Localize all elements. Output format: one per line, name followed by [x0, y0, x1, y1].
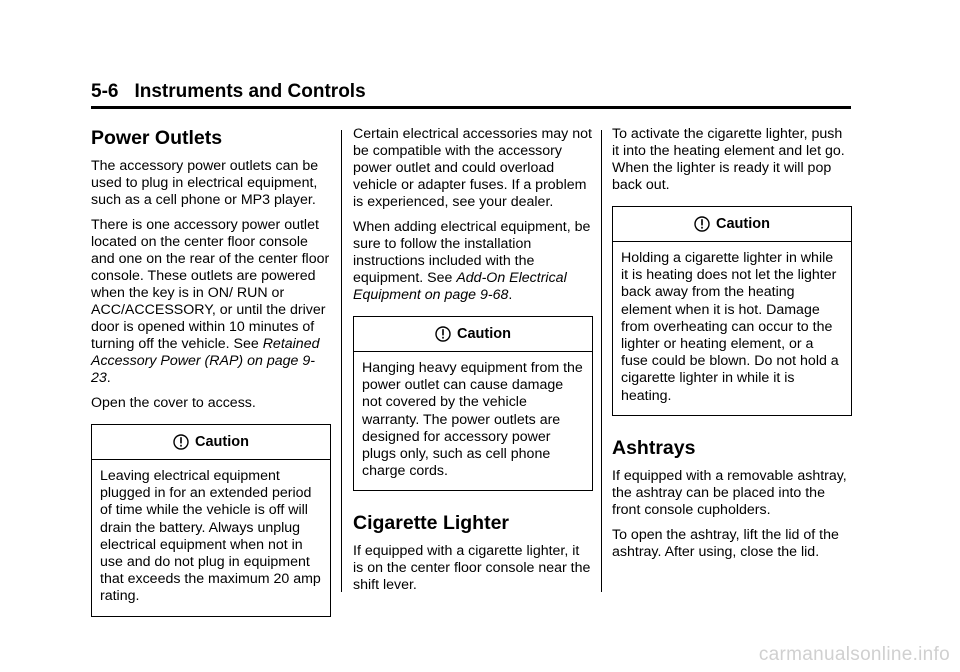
column-2 — [353, 126, 593, 602]
column-3 — [612, 126, 852, 569]
paragraph: If equipped with a cigarette lighter, it is on the center floor console near the shift lever. — [353, 543, 591, 594]
paragraph: When adding electrical equipment, be sure to follow the installation instructions included with the equipment. See Add-On Electrical Equipment on page 9-68. — [353, 219, 591, 303]
section-title-cigarette-lighter: Cigarette Lighter — [353, 512, 510, 535]
column-divider — [341, 130, 342, 592]
warning-icon — [173, 434, 189, 450]
caution-header — [613, 207, 851, 242]
column-divider — [601, 130, 602, 592]
paragraph: To activate the cigarette lighter, push it into the heating element and let go. When the lighter is ready it will pop back out. — [612, 126, 845, 193]
caution-text: Leaving electrical equipment plugged in for an extended period of time while the vehicle is off will drain the battery. Always unplug electrical equipment when not in use and do not plug in equipment that exceeds the maximum 20 amp rating. — [100, 468, 321, 605]
caution-box — [612, 206, 852, 416]
paragraph: Open the cover to access. — [91, 395, 256, 411]
cross-reference-link[interactable]: Retained Accessory Power (RAP) on page 9-23 — [91, 336, 320, 386]
caution-label: Caution — [716, 215, 770, 232]
paragraph: To open the ashtray, lift the lid of the ashtray. After using, close the lid. — [612, 526, 839, 560]
section-title-ashtrays: Ashtrays — [612, 436, 696, 459]
caution-box — [91, 424, 331, 617]
caution-label: Caution — [195, 433, 249, 450]
page-number: 5-6 — [91, 81, 119, 102]
paragraph: If equipped with a removable ashtray, the ashtray can be placed into the front console cupholders. — [612, 467, 847, 518]
warning-icon — [435, 326, 451, 342]
paragraph: Certain electrical accessories may not be compatible with the accessory power outlet and could overload vehicle or adapter fuses. If a problem is experienced, see your dealer. — [353, 126, 592, 210]
section-title-power-outlets: Power Outlets — [91, 127, 223, 149]
caution-label: Caution — [457, 325, 511, 342]
paragraph: There is one accessory power outlet located on the center floor console and one on the rear of the center floor console. These outlets are powered when the key is in ON/ RUN or ACC/ACCESSORY, or until the driver door is opened within 10 minutes of turning off the vehicle. See Retained Accessory Power (RAP) on page 9-23. — [91, 217, 330, 386]
cross-reference-link[interactable]: Add-On Electrical Equipment on page 9-68 — [353, 270, 567, 303]
column-1 — [91, 126, 331, 633]
paragraph: The accessory power outlets can be used to plug in electrical equipment, such as a cell phone or MP3 player. — [91, 158, 319, 208]
caution-box — [353, 316, 593, 491]
caution-text: Holding a cigarette lighter in while it is heating does not let the lighter back away from the heating element when it is hot. Damage from overheating can occur to the lighter or heating element, or a fuse could be blown. Do not hold a cigarette lighter in while it is heating. — [621, 250, 839, 404]
page-header — [91, 80, 851, 109]
caution-header — [354, 317, 592, 352]
watermark: carmanualsonline.info — [758, 644, 950, 665]
chapter-title: Instruments and Controls — [134, 81, 366, 102]
caution-text: Hanging heavy equipment from the power outlet can cause damage not covered by the vehicle warranty. The power outlets are designed for accessory power plugs only, such as cell phone charge cords. — [362, 360, 583, 480]
caution-header — [92, 425, 330, 460]
warning-icon — [694, 216, 710, 232]
